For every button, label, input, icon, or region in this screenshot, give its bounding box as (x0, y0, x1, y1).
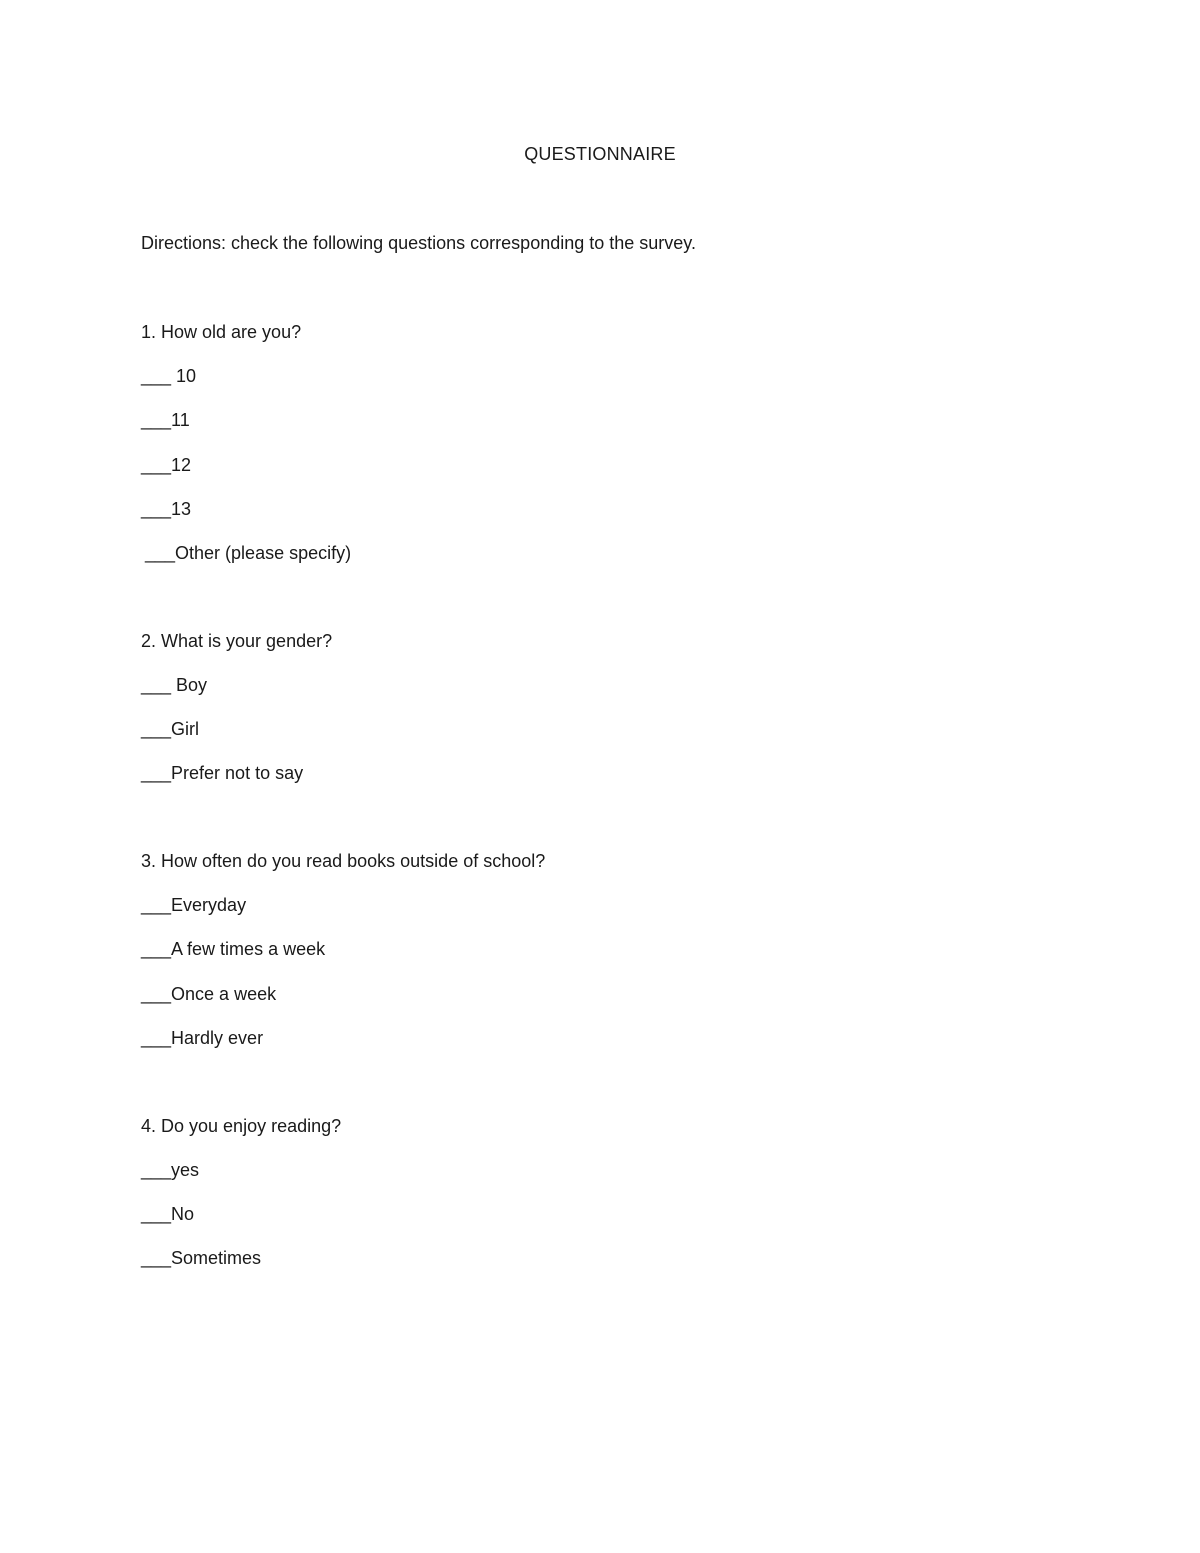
q3-option-hardly-ever[interactable]: ___Hardly ever (141, 1028, 264, 1048)
q3-option-few-times[interactable]: ___A few times a week (141, 939, 326, 959)
q3-option-everyday[interactable]: ___Everyday (141, 895, 247, 915)
q2-option-boy[interactable]: ___ Boy (141, 675, 208, 695)
q2-option-prefer-not[interactable]: ___Prefer not to say (141, 763, 304, 783)
question-4: 4. Do you enjoy reading? (141, 1116, 342, 1136)
directions-text: Directions: check the following questions corresponding to the survey. (141, 233, 696, 253)
q1-option-other[interactable]: ___Other (please specify) (145, 543, 352, 563)
page-title: QUESTIONNAIRE (524, 144, 676, 164)
question-3: 3. How often do you read books outside of school? (141, 851, 546, 871)
q1-option-12[interactable]: ___12 (141, 455, 192, 475)
question-2: 2. What is your gender? (141, 631, 333, 651)
q3-option-once-week[interactable]: ___Once a week (141, 984, 277, 1004)
q1-option-10[interactable]: ___ 10 (141, 366, 197, 386)
q4-option-sometimes[interactable]: ___Sometimes (141, 1248, 262, 1268)
q4-option-no[interactable]: ___No (141, 1204, 195, 1224)
q4-option-yes[interactable]: ___yes (141, 1160, 200, 1180)
q1-option-13[interactable]: ___13 (141, 499, 192, 519)
q1-option-11[interactable]: ___11 (141, 410, 190, 430)
question-1: 1. How old are you? (141, 322, 302, 342)
q2-option-girl[interactable]: ___Girl (141, 719, 200, 739)
